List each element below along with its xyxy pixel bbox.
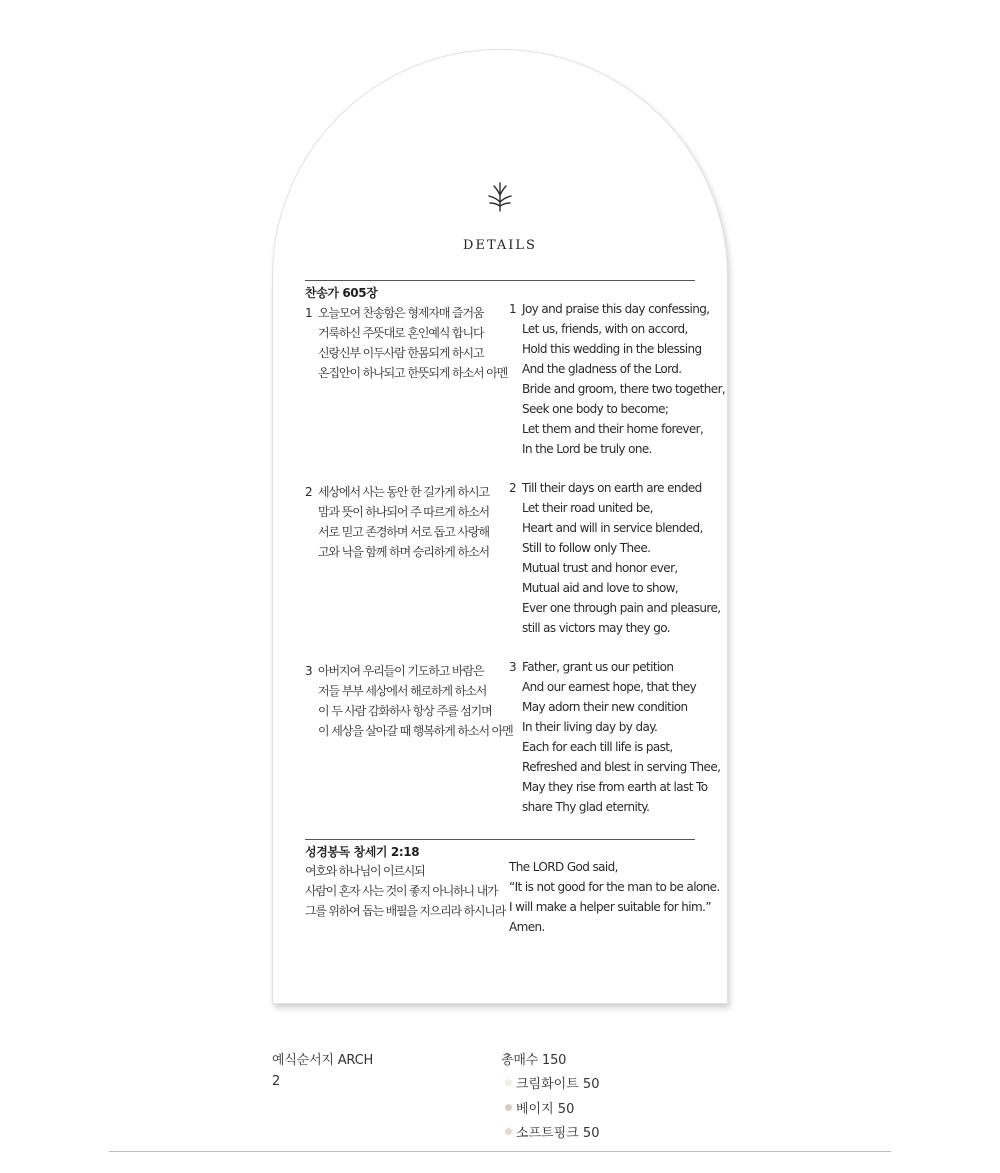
verse-line: Ever one through pain and pleasure, <box>522 601 721 615</box>
verse-line: 고와 낙을 함께 하며 승리하게 하소서 <box>318 545 489 559</box>
verse-number: 2 <box>509 481 517 495</box>
verse-line: Mutual aid and love to show, <box>522 581 679 595</box>
hymn-verse-3-english <box>509 657 720 817</box>
verse-line: May they rise from earth at last To <box>522 780 708 794</box>
leaf-icon <box>487 182 513 212</box>
reading-line: 사람이 혼자 사는 것이 좋지 아니하니 내가 <box>305 884 498 898</box>
verse-line: Seek one body to become; <box>522 402 669 416</box>
reading-heading: 성경봉독 창세기 2:18 <box>305 845 420 859</box>
hymn-verse-1-english <box>509 299 725 459</box>
hymn-verse-2-english <box>509 478 720 638</box>
color-label: 소프트핑크 50 <box>516 1126 600 1141</box>
verse-line: And our earnest hope, that they <box>522 680 697 694</box>
verse-line: 맘과 뜻이 하나되어 주 따르게 하소서 <box>318 505 489 519</box>
verse-line: 오늘모여 찬송함은 형제자매 즐거움 <box>318 306 484 320</box>
verse-line: Father, grant us our petition <box>522 660 674 674</box>
reading-line: The LORD God said, <box>509 860 618 874</box>
verse-line: Still to follow only Thee. <box>522 541 651 555</box>
verse-number: 3 <box>509 660 517 674</box>
verse-line: 거룩하신 주뜻대로 혼인예식 합니다 <box>318 326 484 340</box>
verse-line: Hold this wedding in the blessing <box>522 342 702 356</box>
product-name: 예식순서지 ARCH <box>272 1053 374 1068</box>
verse-line: 저들 부부 세상에서 해로하게 하소서 <box>318 684 487 698</box>
verse-line: In their living day by day. <box>522 720 658 734</box>
hymn-verse-1-korean <box>305 303 507 383</box>
verse-line: Each for each till life is past, <box>522 740 673 754</box>
verse-line: 이 두 사람 감화하사 항상 주를 섬기며 <box>318 704 492 718</box>
verse-line: 온집안이 하나되고 한뜻되게 하소서 아멘 <box>318 366 508 380</box>
reading-line: 여호와 하나님이 이르시되 <box>305 864 425 878</box>
color-option-cream-white <box>505 1073 599 1092</box>
swatch-dot-soft-pink <box>505 1128 512 1135</box>
verse-line: 아버지여 우리들이 기도하고 바람은 <box>318 664 484 678</box>
verse-line: Heart and will in service blended, <box>522 521 703 535</box>
verse-line: Joy and praise this day confessing, <box>522 302 710 316</box>
details-title: DETAILS <box>463 238 537 253</box>
color-option-soft-pink <box>505 1122 599 1141</box>
verse-line: Let them and their home forever, <box>522 422 704 436</box>
total-count: 총매수 150 <box>501 1053 567 1068</box>
hymn-verse-3-korean <box>305 661 513 741</box>
color-option-beige <box>505 1098 574 1117</box>
hymn-verse-2-korean <box>305 482 489 562</box>
hymn-heading: 찬송가 605장 <box>305 286 378 300</box>
verse-number: 1 <box>305 306 312 320</box>
verse-line: Bride and groom, there two together, <box>522 382 726 396</box>
verse-line: Let their road united be, <box>522 501 653 515</box>
reading-english <box>509 857 720 937</box>
verse-line: In the Lord be truly one. <box>522 442 652 456</box>
swatch-dot-beige <box>505 1104 512 1111</box>
color-label: 베이지 50 <box>516 1102 575 1117</box>
reading-line: I will make a helper suitable for him.” <box>509 900 711 914</box>
verse-line: May adorn their new condition <box>522 700 688 714</box>
reading-korean <box>305 861 505 921</box>
divider <box>305 280 695 281</box>
product-number: 2 <box>272 1074 281 1089</box>
verse-number: 2 <box>305 485 312 499</box>
verse-line: Refreshed and blest in serving Thee, <box>522 760 721 774</box>
verse-line: 이 세상을 살아갈 때 행복하게 하소서 아멘 <box>318 724 513 738</box>
reading-line: 그를 위하여 돕는 배필을 지으리라 하시니라 <box>305 904 506 918</box>
verse-number: 1 <box>509 302 517 316</box>
reading-line: Amen. <box>509 920 545 934</box>
verse-line: still as victors may they go. <box>522 621 671 635</box>
verse-number: 3 <box>305 664 312 678</box>
verse-line: Let us, friends, with on accord, <box>522 322 688 336</box>
swatch-dot-cream-white <box>505 1079 512 1086</box>
verse-line: Till their days on earth are ended <box>522 481 702 495</box>
verse-line: And the gladness of the Lord. <box>522 362 682 376</box>
verse-line: 세상에서 사는 동안 한 길가게 하시고 <box>318 485 489 499</box>
verse-line: share Thy glad eternity. <box>522 800 650 814</box>
reading-line: “It is not good for the man to be alone. <box>509 880 720 894</box>
verse-line: 신랑신부 이두사람 한몸되게 하시고 <box>318 346 484 360</box>
divider <box>305 839 695 840</box>
color-label: 크림화이트 50 <box>516 1077 600 1092</box>
verse-line: 서로 믿고 존경하며 서로 돕고 사랑해 <box>318 525 489 539</box>
bottom-divider <box>109 1151 891 1152</box>
verse-line: Mutual trust and honor ever, <box>522 561 678 575</box>
